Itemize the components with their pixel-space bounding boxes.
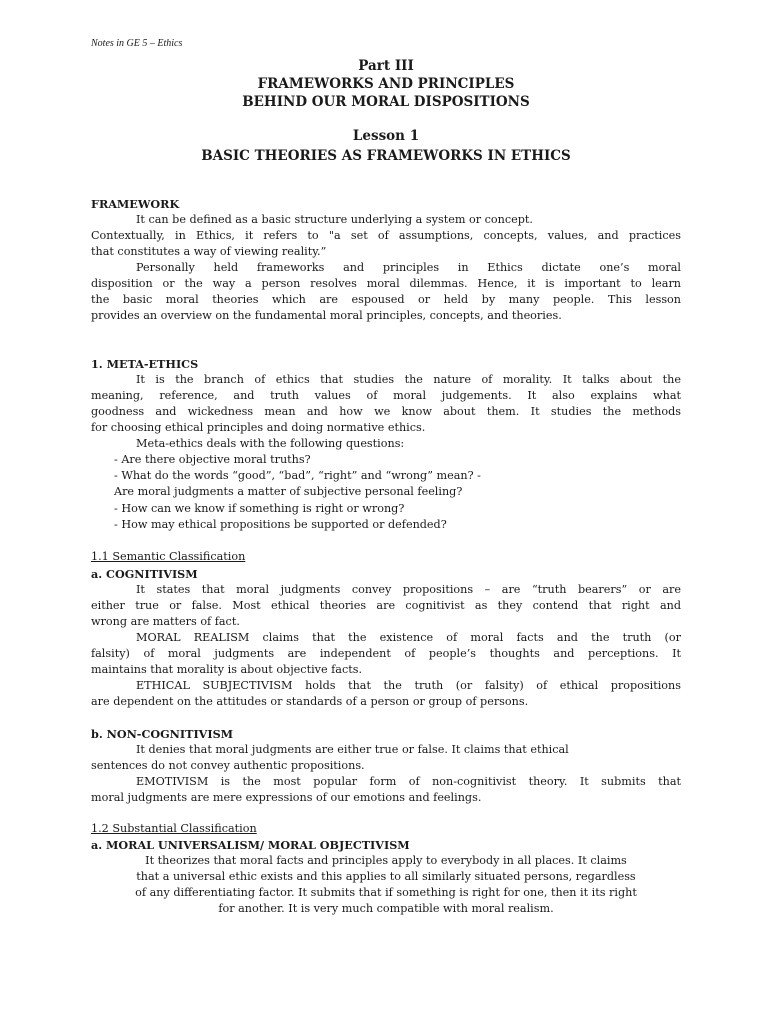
meta-ethics-line: goodness and wickedness mean and how we know about them. It studies the methods [91, 405, 681, 418]
part-title: Part III [358, 58, 414, 74]
cognitivism-line: either true or false. Most ethical theories are cognitivist as they contend that right and [91, 599, 681, 612]
cognitivism-line: wrong are matters of fact. [91, 615, 240, 628]
meta-ethics-line: Meta-ethics deals with the following questions: [136, 437, 405, 450]
question-item: - How can we know if something is right or wrong? [114, 502, 405, 515]
question-item: - Are there objective moral truths? [114, 453, 311, 466]
framework-line: Personally held frameworks and principles in Ethics dictate one’s moral [136, 261, 681, 274]
non-cognitivism-line: sentences do not convey authentic propositions. [91, 759, 365, 772]
semantic-heading: 1.1 Semantic Classification [91, 550, 246, 563]
framework-line: It can be defined as a basic structure underlying a system or concept. [136, 213, 533, 226]
universalism-line: for another. It is very much compatible with moral realism. [218, 902, 554, 915]
header-note: Notes in GE 5 – Ethics [91, 38, 183, 49]
meta-ethics-line: It is the branch of ethics that studies the nature of morality. It talks about the [136, 373, 681, 386]
framework-line: that constitutes a way of viewing reality.” [91, 245, 327, 258]
meta-ethics-line: meaning, reference, and truth values of moral judgements. It also explains what [91, 389, 681, 402]
framework-line: the basic moral theories which are espoused or held by many people. This lesson [91, 293, 681, 306]
meta-ethics-heading: 1. META-ETHICS [91, 357, 199, 371]
question-item: - What do the words “good”, “bad”, “right” and “wrong” mean? - [114, 469, 481, 482]
non-cognitivism-heading: b. NON-COGNITIVISM [91, 727, 234, 741]
substantial-heading: 1.2 Substantial Classification [91, 822, 257, 835]
main-heading-line-2: BEHIND OUR MORAL DISPOSITIONS [242, 94, 530, 110]
framework-heading: FRAMEWORK [91, 197, 180, 211]
non-cognitivism-line: EMOTIVISM is the most popular form of non-cognitivist theory. It submits that [136, 775, 681, 788]
universalism-line: of any differentiating factor. It submits that if something is right for one, then it its right [135, 886, 637, 899]
cognitivism-line: ETHICAL SUBJECTIVISM holds that the truth (or falsity) of ethical propositions [136, 679, 681, 692]
cognitivism-heading: a. COGNITIVISM [91, 567, 198, 581]
cognitivism-line: MORAL REALISM claims that the existence of moral facts and the truth (or [136, 631, 681, 644]
universalism-line: that a universal ethic exists and this applies to all similarly situated persons, regardless [136, 870, 636, 883]
non-cognitivism-line: moral judgments are mere expressions of our emotions and feelings. [91, 791, 482, 804]
lesson-number: Lesson 1 [352, 128, 420, 144]
universalism-line: It theorizes that moral facts and principles apply to everybody in all places. It claims [145, 854, 627, 867]
framework-line: provides an overview on the fundamental moral principles, concepts, and theories. [91, 309, 562, 322]
non-cognitivism-line: It denies that moral judgments are either true or false. It claims that ethical [136, 743, 569, 756]
universalism-heading: a. MORAL UNIVERSALISM/ MORAL OBJECTIVISM [91, 838, 410, 852]
framework-line: disposition or the way a person resolves moral dilemmas. Hence, it is important to learn [91, 277, 681, 290]
cognitivism-line: maintains that morality is about objective facts. [91, 663, 363, 676]
meta-ethics-line: for choosing ethical principles and doing normative ethics. [91, 421, 426, 434]
cognitivism-line: It states that moral judgments convey propositions – are “truth bearers” or are [136, 583, 681, 596]
cognitivism-line: falsity) of moral judgments are independent of people’s thoughts and perceptions. It [91, 647, 681, 660]
question-item: - How may ethical propositions be supported or defended? [114, 518, 447, 531]
lesson-title: BASIC THEORIES AS FRAMEWORKS IN ETHICS [201, 148, 571, 164]
cognitivism-line: are dependent on the attitudes or standards of a person or group of persons. [91, 695, 529, 708]
framework-line: Contextually, in Ethics, it refers to "a set of assumptions, concepts, values, and practices [91, 229, 681, 242]
main-heading-line-1: FRAMEWORKS AND PRINCIPLES [257, 76, 515, 92]
question-item: Are moral judgments a matter of subjective personal feeling? [114, 485, 463, 498]
